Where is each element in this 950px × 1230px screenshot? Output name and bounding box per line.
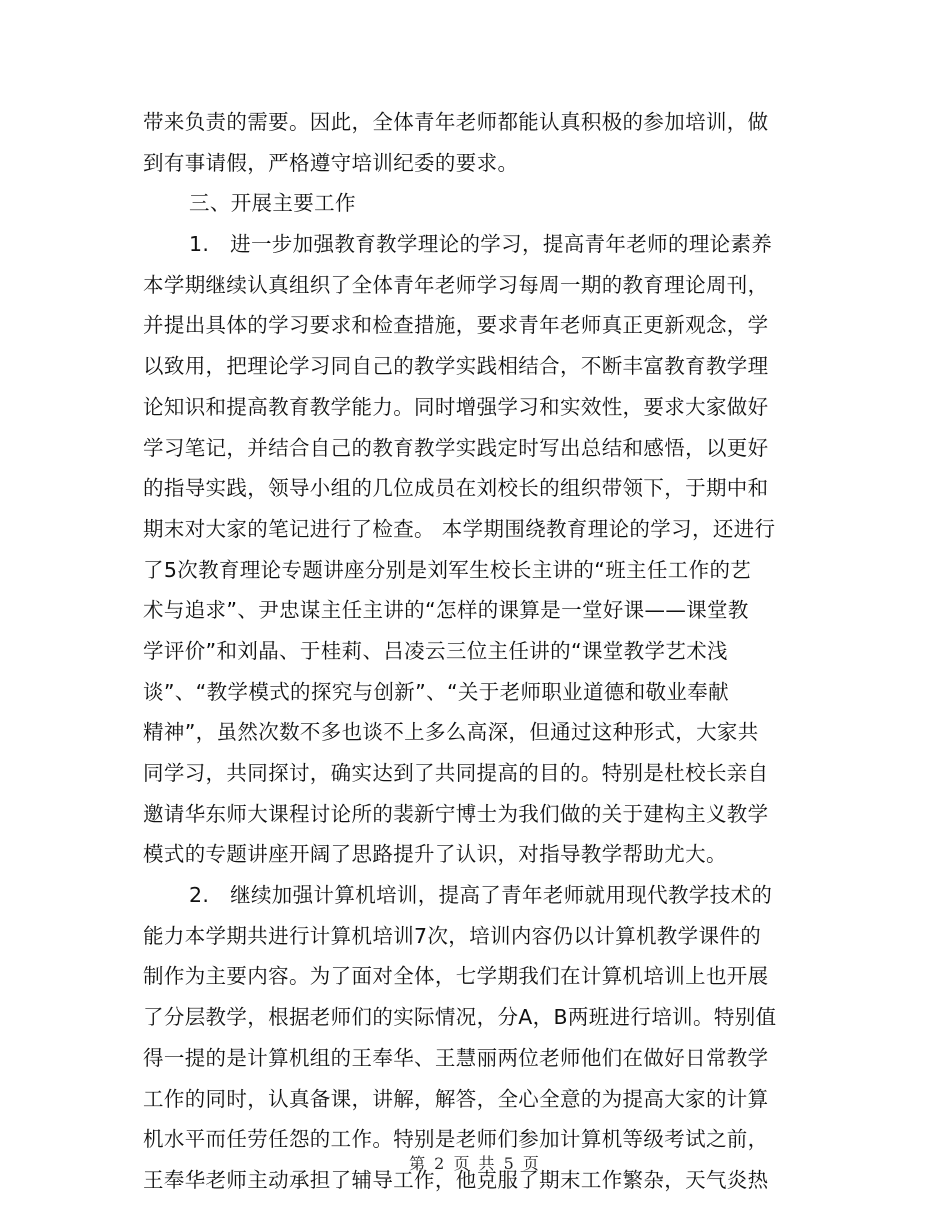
text-line: 的指导实践，领导小组的几位成员在刘校长的组织带领下，于期中和 <box>143 476 769 501</box>
text-line: 本学期继续认真组织了全体青年老师学习每周一期的教育理论周刊， <box>143 272 769 297</box>
document-body <box>143 102 803 1201</box>
text-line: 模式的专题讲座开阔了思路提升了认识，对指导教学帮助尤大。 <box>143 842 727 867</box>
page-number-footer: 第 2 页 共 5 页 <box>409 1154 541 1173</box>
text-line: 带来负责的需要。因此，全体青年老师都能认真积极的参加培训，做 <box>143 110 769 134</box>
subsection-heading: 1. 进一步加强教育教学理论的学习，提高青年老师的理论素养 <box>189 232 773 257</box>
text-line: 到有事请假，严格遵守培训纪委的要求。 <box>143 150 519 175</box>
text-line: 并提出具体的学习要求和检查措施，要求青年老师真正更新观念，学 <box>143 313 769 338</box>
text-line: 谈”、“教学模式的探究与创新”、“关于老师职业道德和敬业奉献 <box>143 679 729 704</box>
text-line: 机水平而任劳任怨的工作。特别是老师们参加计算机等级考试之前， <box>143 1127 769 1152</box>
text-line: 了分层教学，根据老师们的实际情况，分A，B两班进行培训。特别值 <box>143 1005 777 1030</box>
section-heading: 三、开展主要工作 <box>189 191 356 216</box>
text-line: 学评价”和刘晶、于桂莉、吕凌云三位主任讲的“课堂教学艺术浅 <box>143 638 728 663</box>
text-line: 期末对大家的笔记进行了检查。 本学期围绕教育理论的学习，还进行 <box>143 516 776 541</box>
text-line: 术与追求”、尹忠谋主任主讲的“怎样的课算是一堂好课——课堂教 <box>143 598 749 623</box>
text-line: 邀请华东师大课程讨论所的裴新宁博士为我们做的关于建构主义教学 <box>143 801 769 826</box>
subsection-heading: 2. 继续加强计算机培训，提高了青年老师就用现代教学技术的 <box>189 883 773 908</box>
text-line: 工作的同时，认真备课，讲解，解答，全心全意的为提高大家的计算 <box>143 1086 769 1111</box>
text-line: 得一提的是计算机组的王奉华、王慧丽两位老师他们在做好日常教学 <box>143 1045 769 1070</box>
text-line: 精神”，虽然次数不多也谈不上多么高深，但通过这种形式，大家共 <box>143 720 759 745</box>
text-line: 论知识和提高教育教学能力。同时增强学习和实效性，要求大家做好 <box>143 394 769 419</box>
text-line: 同学习，共同探讨，确实达到了共同提高的目的。特别是杜校长亲自 <box>143 761 769 785</box>
text-line: 以致用，把理论学习同自己的教学实践相结合，不断丰富教育教学理 <box>143 354 769 379</box>
text-line: 王奉华老师主动承担了辅导工作，他克服了期末工作繁杂，天气炎热 <box>143 1167 769 1192</box>
text-line: 了5次教育理论专题讲座分别是刘军生校长主讲的“班主任工作的艺 <box>143 557 752 582</box>
text-line: 能力本学期共进行计算机培训7次，培训内容仍以计算机教学课件的 <box>143 923 762 948</box>
text-line: 制作为主要内容。为了面对全体，七学期我们在计算机培训上也开展 <box>143 964 769 989</box>
text-line: 学习笔记，并结合自己的教育教学实践定时写出总结和感悟，以更好 <box>143 435 769 460</box>
